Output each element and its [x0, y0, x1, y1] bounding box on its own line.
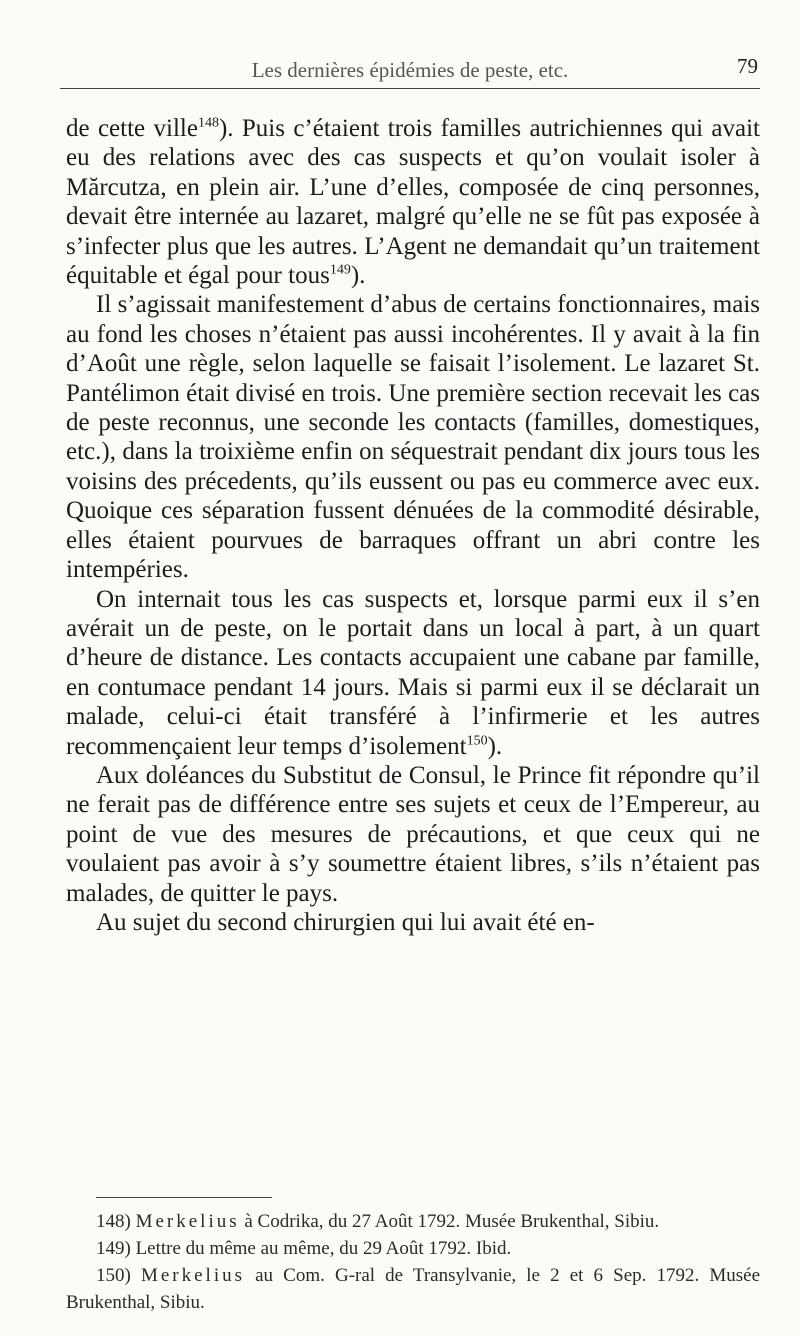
footnote-ref-149: 149 — [329, 262, 351, 278]
paragraph-3-text-a: On internait tous les cas suspects et, lorsque parmi eux il s’en avérait un de peste, on le portait dans un local à part, à un quart d’heure de distance. Les contacts accupaient une cabane par famille, en contumace pendant 14 jours. Mais si parmi eux il se déclarait un malade, celui-ci était transféré à l’infirmerie et les autres recommençaient leur temps d’isolement — [66, 585, 760, 760]
running-head — [60, 54, 760, 89]
footnote-150 — [66, 1262, 760, 1316]
paragraph-1-text-a: de cette ville — [66, 115, 198, 142]
footnote-number: 148) — [96, 1211, 131, 1232]
paragraph-1-text-b: ). Puis c’étaient trois familles autrichiennes qui avait eu des relations avec des cas suspects et qu’on voulait isoler à Mărcutza, en plein air. L’une d’elles, composée de cinq personnes, devait être internée au lazaret, malgré qu’elle ne se fût pas exposée à s’infecter plus que les autres. L’Agent ne demandait qu’un traitement équitable et égal pour tous — [66, 115, 761, 290]
footnote-author: Merkelius — [140, 1265, 245, 1286]
paragraph-2: Il s’agissait manifestement d’abus de certains fonctionnaires, mais au fond les choses n’étaient pas aussi incohérentes. Il y avait à la fin d’Août une règle, selon laquelle se faisait l’isolement. Le lazaret St. Pantélimon était divisé en trois. Une première section recevait les cas de peste reconnus, une seconde les contacts (familles, domestiques, etc.), dans la troixième enfin on séquestrait pendant dix jours tous les voisins des précedents, qu’ils eussent ou pas eu commerce avec eux. Quoique ces séparation fussent dénuées de la commodité désirable, elles étaient pourvues de barraques offrant un abri contre les intempéries. — [66, 291, 760, 584]
paragraph-3-text-b: ). — [487, 732, 503, 760]
footnote-ref-148: 148 — [197, 115, 219, 131]
page-number: 79 — [737, 54, 758, 78]
paragraph-5: Au sujet du second chirurgien qui lui avait été en- — [96, 908, 595, 936]
footnote-number: 149) — [96, 1238, 131, 1259]
paragraph-3 — [66, 585, 760, 761]
footnote-ref-150: 150 — [466, 733, 488, 749]
footnote-text: Lettre du même au même, du 29 Août 1792. Ibid. — [135, 1238, 512, 1259]
paragraph-4: Aux doléances du Substitut de Consul, le Prince fit répondre qu’il ne ferait pas de différence entre ses sujets et ceux de l’Empereur, au point de vue des mesures de précautions, et que ceux qui ne voulaient pas avoir à s’y soumettre étaient libres, s’ils n’étaient pas malades, de quitter le pays. — [66, 761, 760, 907]
footnote-author: Merkelius — [135, 1211, 240, 1232]
footnote-divider — [96, 1197, 272, 1198]
paragraph-1 — [66, 114, 760, 290]
running-title: Les dernières épidémies de peste, etc. — [251, 58, 569, 82]
paragraph-1-text-c: ). — [350, 262, 366, 290]
footnote-149 — [66, 1235, 760, 1262]
footnotes — [66, 1208, 760, 1316]
footnote-number: 150) — [96, 1265, 131, 1286]
body-text — [66, 114, 760, 937]
footnote-text: au Com. G-ral de Transylvanie, le 2 et 6 Sep. 1792. Musée Brukenthal, Sibiu. — [66, 1265, 761, 1313]
footnote-text: à Codrika, du 27 Août 1792. Musée Brukenthal, Sibiu. — [244, 1211, 660, 1232]
footnote-148 — [66, 1208, 760, 1235]
